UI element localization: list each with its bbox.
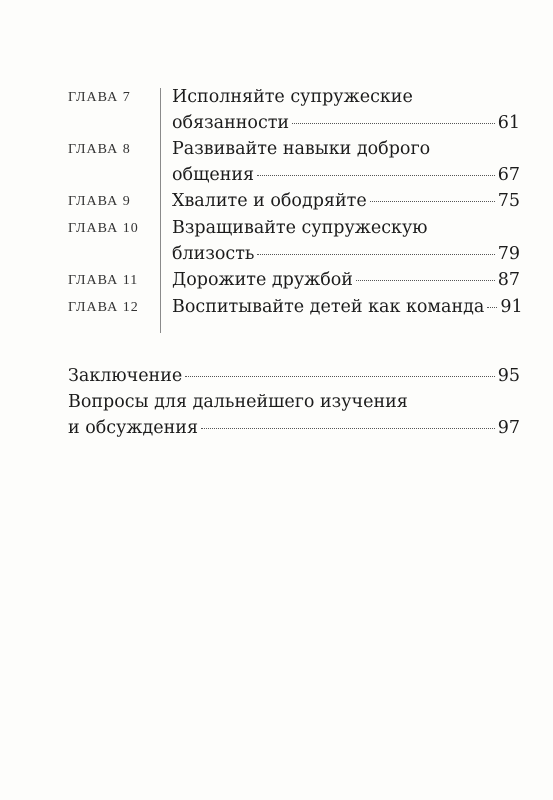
entry-title-line-last: Дорожите дружбой 87 — [172, 267, 520, 293]
dot-leader — [257, 254, 494, 255]
toc-entry-chapter-12[interactable] — [68, 294, 523, 321]
page-number: 79 — [497, 244, 520, 264]
page-number: 61 — [497, 113, 520, 133]
entry-title-line-last: и обсуждения 97 — [68, 415, 520, 441]
dot-leader — [370, 201, 495, 202]
chapter-label: ГЛАВА 9 — [68, 194, 131, 209]
chapter-body — [172, 294, 523, 320]
chapter-body — [172, 84, 520, 136]
entry-title-line-last: Воспитывайте детей как команда 91 — [172, 294, 523, 320]
chapter-label: ГЛАВА 7 — [68, 90, 131, 105]
entry-title-line: Развивайте навыки доброго — [172, 139, 431, 159]
dot-leader — [487, 307, 497, 308]
page-number: 97 — [497, 418, 520, 438]
toc-entry-chapter-9[interactable] — [68, 188, 520, 215]
page-number: 91 — [500, 297, 523, 317]
dot-leader — [356, 280, 495, 281]
toc-entry-chapter-11[interactable] — [68, 267, 520, 294]
page-number: 75 — [497, 191, 520, 211]
page-number: 95 — [497, 366, 520, 386]
chapter-label: ГЛАВА 11 — [68, 273, 139, 288]
chapter-label: ГЛАВА 12 — [68, 300, 139, 315]
chapter-label: ГЛАВА 10 — [68, 221, 139, 236]
toc-entry-chapter-7[interactable] — [68, 84, 520, 136]
chapter-body — [172, 188, 520, 214]
backmatter-list — [68, 363, 520, 441]
entry-title-line-last: Хвалите и ободряйте 75 — [172, 188, 520, 214]
dot-leader — [257, 175, 495, 176]
dot-leader — [185, 376, 494, 377]
chapter-body — [172, 136, 520, 188]
entry-title-line-last: Заключение 95 — [68, 363, 520, 389]
toc-entry-chapter-8[interactable] — [68, 136, 520, 188]
page-number: 87 — [497, 270, 520, 290]
page-number: 67 — [497, 165, 520, 185]
toc-entry-chapter-10[interactable] — [68, 215, 520, 267]
entry-title-line-last: обязанности 61 — [172, 110, 520, 136]
toc-entry-conclusion[interactable] — [68, 363, 520, 389]
chapter-list — [68, 84, 523, 321]
toc-entry-questions[interactable] — [68, 389, 520, 441]
dot-leader — [201, 428, 495, 429]
entry-title-line: Взращивайте супружескую — [172, 218, 428, 238]
entry-title-line: Вопросы для дальнейшего изучения — [68, 392, 408, 412]
chapter-label: ГЛАВА 8 — [68, 142, 131, 157]
entry-title-line: Исполняйте супружеские — [172, 87, 413, 107]
dot-leader — [292, 123, 495, 124]
entry-title-line-last: общения 67 — [172, 162, 520, 188]
chapter-body — [172, 215, 520, 267]
entry-title-line-last: близость 79 — [172, 241, 520, 267]
chapter-body — [172, 267, 520, 293]
